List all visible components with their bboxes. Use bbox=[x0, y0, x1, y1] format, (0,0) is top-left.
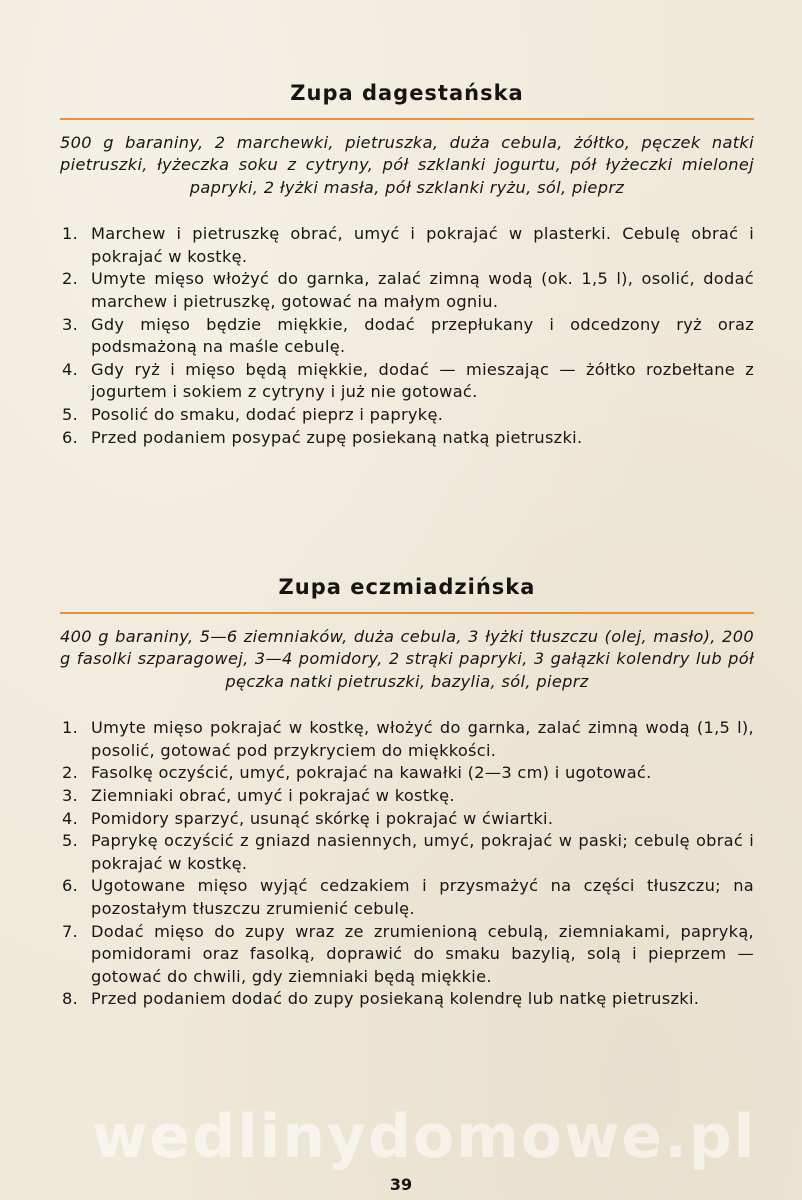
step-text: Posolić do smaku, dodać pieprz i paprykę. bbox=[91, 404, 444, 424]
recipe-zupa-dagestanska bbox=[60, 78, 754, 449]
step-item bbox=[60, 314, 754, 359]
steps-list bbox=[60, 223, 754, 449]
step-text: Przed podaniem posypać zupę posiekaną natką pietruszki. bbox=[91, 427, 583, 447]
title-divider bbox=[60, 612, 754, 614]
step-item bbox=[60, 268, 754, 313]
step-text: Pomidory sparzyć, usunąć skórkę i pokrajać w ćwiartki. bbox=[91, 808, 554, 828]
step-item bbox=[60, 223, 754, 268]
title-divider bbox=[60, 118, 754, 120]
step-number: 2. bbox=[62, 763, 79, 783]
step-item bbox=[60, 785, 754, 808]
step-item bbox=[60, 359, 754, 404]
step-number: 1. bbox=[62, 718, 79, 738]
watermark: wedlinydomowe.pl bbox=[92, 1102, 757, 1172]
step-number: 2. bbox=[62, 269, 79, 289]
step-number: 4. bbox=[62, 359, 79, 379]
step-number: 1. bbox=[62, 224, 79, 244]
step-number: 4. bbox=[62, 808, 79, 828]
ingredients-list: 400 g baraniny, 5—6 ziemniaków, duża cebula, 3 łyżki tłuszczu (olej, masło), 200 g fasolki szparagowej, 3—4 pomidory, 2 strąki papryki, 3 gałązki kolendry lub pół pęczka natki pietruszki, bazylia, sól, pieprz bbox=[60, 627, 754, 691]
ingredients-list: 500 g baraniny, 2 marchewki, pietruszka, duża cebula, żółtko, pęczek natki pietruszki, łyżeczka soku z cytryny, pół szklanki jogurtu, pół łyżeczki mielonej papryki, 2 łyżki masła, pół szklanki ryżu, sól, pieprz bbox=[60, 133, 754, 197]
steps-list bbox=[60, 717, 754, 1011]
step-number: 6. bbox=[62, 876, 79, 896]
step-text: Gdy mięso będzie miękkie, dodać przepłukany i odcedzony ryż oraz podsmażoną na maśle cebulę. bbox=[91, 314, 754, 357]
step-text: Paprykę oczyścić z gniazd nasiennych, umyć, pokrajać w paski; cebulę obrać i pokrajać w kostkę. bbox=[91, 831, 754, 873]
step-text: Ugotowane mięso wyjąć cedzakiem i przysmażyć na części tłuszczu; na pozostałym tłuszczu zrumienić cebulę. bbox=[91, 876, 754, 918]
step-text: Dodać mięso do zupy wraz ze zrumienioną cebulą, ziemniakami, papryką, pomidorami oraz fasolką, doprawić do smaku bazylią, solą i pieprzem — gotować do chwili, gdy ziemniaki będą miękkie. bbox=[91, 921, 754, 986]
step-item bbox=[60, 808, 754, 831]
step-text: Umyte mięso włożyć do garnka, zalać zimną wodą (ok. 1,5 l), osolić, dodać marchew i pietruszkę, gotować na małym ogniu. bbox=[91, 269, 754, 311]
step-number: 5. bbox=[62, 831, 79, 851]
step-text: Fasolkę oczyścić, umyć, pokrajać na kawałki (2—3 cm) i ugotować. bbox=[91, 763, 652, 783]
step-item bbox=[60, 830, 754, 875]
step-item bbox=[60, 717, 754, 762]
step-item bbox=[60, 762, 754, 785]
recipe-title: Zupa dagestańska bbox=[290, 81, 524, 105]
step-item bbox=[60, 404, 754, 427]
step-text: Umyte mięso pokrajać w kostkę, włożyć do garnka, zalać zimną wodą (1,5 l), posolić, gotować pod przykryciem do miękkości. bbox=[91, 718, 754, 760]
step-number: 7. bbox=[62, 921, 79, 941]
step-text: Ziemniaki obrać, umyć i pokrajać w kostkę. bbox=[91, 786, 455, 805]
step-text: Gdy ryż i mięso będą miękkie, dodać — mieszając — żółtko rozbełtane z jogurtem i sokiem z cytryny i już nie gotować. bbox=[91, 359, 754, 402]
step-item bbox=[60, 875, 754, 920]
step-number: 6. bbox=[62, 427, 79, 447]
step-number: 3. bbox=[62, 314, 79, 334]
step-item bbox=[60, 921, 754, 989]
step-number: 8. bbox=[62, 989, 79, 1009]
step-number: 3. bbox=[62, 786, 79, 805]
step-number: 5. bbox=[62, 404, 79, 424]
step-item bbox=[60, 988, 754, 1011]
step-text: Marchew i pietruszkę obrać, umyć i pokrajać w plasterki. Cebulę obrać i pokrajać w kostkę. bbox=[91, 224, 754, 266]
recipe-title: Zupa eczmiadzińska bbox=[278, 575, 536, 599]
recipe-zupa-eczmiadzinska bbox=[60, 572, 754, 1011]
step-text: Przed podaniem dodać do zupy posiekaną kolendrę lub natkę pietruszki. bbox=[91, 989, 700, 1009]
step-item bbox=[60, 427, 754, 450]
page-number: 39 bbox=[389, 1175, 413, 1194]
